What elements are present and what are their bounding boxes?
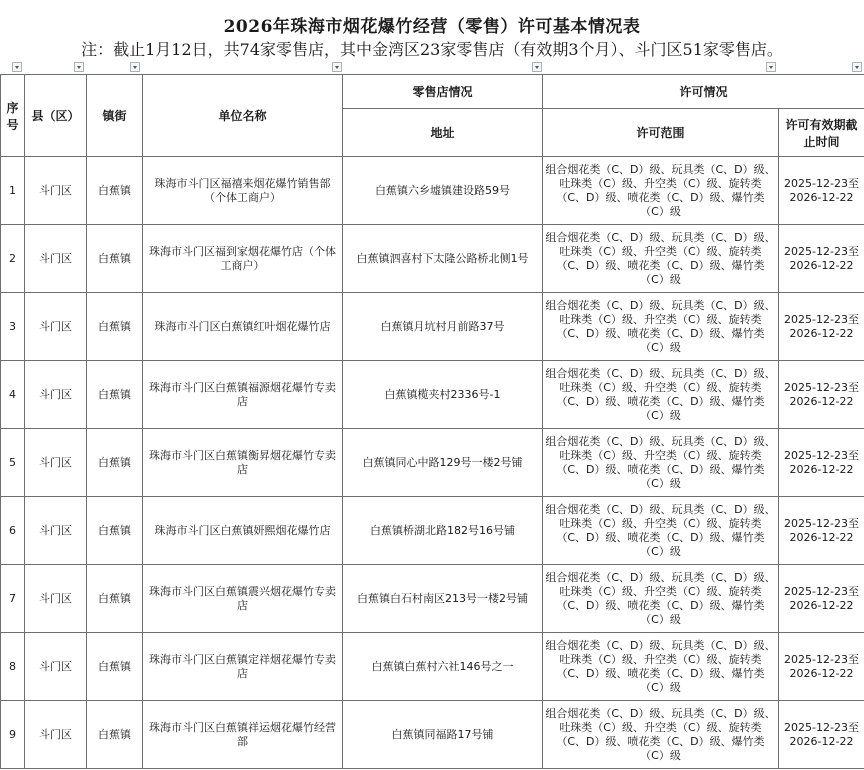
cell-seq[interactable]: 5 [1, 429, 25, 497]
cell-address[interactable]: 白蕉镇泗喜村下太隆公路桥北侧1号 [343, 225, 543, 293]
cell-scope[interactable]: 组合烟花类（C、D）级、玩具类（C、D）级、吐珠类（C）级、升空类（C）级、旋转类（C、D）级、喷花类（C、D）级、爆竹类（C）级 [543, 565, 779, 633]
cell-address[interactable]: 白蕉镇月坑村月前路37号 [343, 293, 543, 361]
cell-valid[interactable] [779, 225, 864, 293]
cell-county[interactable]: 斗门区 [25, 497, 87, 565]
cell-county[interactable]: 斗门区 [25, 565, 87, 633]
filter-dropdown-icon[interactable] [332, 62, 342, 72]
cell-county[interactable]: 斗门区 [25, 633, 87, 701]
filter-dropdown-icon[interactable] [532, 62, 542, 72]
table-row[interactable] [1, 429, 864, 497]
table-row[interactable] [1, 225, 864, 293]
cell-address[interactable]: 白蕉镇六乡墟镇建设路59号 [343, 157, 543, 225]
valid-to: 2026-12-22 [789, 462, 854, 476]
license-table [0, 74, 864, 769]
valid-from: 2025-12-23至 [784, 244, 859, 258]
filter-dropdown-icon[interactable] [766, 62, 776, 72]
cell-county[interactable]: 斗门区 [25, 225, 87, 293]
valid-from: 2025-12-23至 [784, 720, 859, 734]
valid-from: 2025-12-23至 [784, 312, 859, 326]
header-address[interactable]: 地址 [343, 109, 543, 157]
cell-valid[interactable] [779, 497, 864, 565]
cell-valid[interactable] [779, 293, 864, 361]
cell-name[interactable]: 珠海市斗门区白蕉镇妍熙烟花爆竹店 [143, 497, 343, 565]
header-store-group: 零售店情况 [343, 75, 543, 109]
cell-town[interactable]: 白蕉镇 [87, 157, 143, 225]
table-row[interactable] [1, 497, 864, 565]
cell-seq[interactable]: 3 [1, 293, 25, 361]
cell-seq[interactable]: 7 [1, 565, 25, 633]
cell-town[interactable]: 白蕉镇 [87, 293, 143, 361]
cell-seq[interactable]: 4 [1, 361, 25, 429]
cell-name[interactable]: 珠海市斗门区白蕉镇定祥烟花爆竹专卖店 [143, 633, 343, 701]
cell-county[interactable]: 斗门区 [25, 429, 87, 497]
cell-county[interactable]: 斗门区 [25, 293, 87, 361]
cell-town[interactable]: 白蕉镇 [87, 429, 143, 497]
cell-scope[interactable]: 组合烟花类（C、D）级、玩具类（C、D）级、吐珠类（C）级、升空类（C）级、旋转类（C、D）级、喷花类（C、D）级、爆竹类（C）级 [543, 701, 779, 769]
cell-address[interactable]: 白蕉镇榄夹村2336号-1 [343, 361, 543, 429]
cell-town[interactable]: 白蕉镇 [87, 633, 143, 701]
valid-from: 2025-12-23至 [784, 380, 859, 394]
filter-dropdown-icon[interactable] [74, 62, 84, 72]
cell-valid[interactable] [779, 157, 864, 225]
valid-to: 2026-12-22 [789, 190, 854, 204]
header-name[interactable]: 单位名称 [143, 75, 343, 157]
cell-town[interactable]: 白蕉镇 [87, 361, 143, 429]
cell-address[interactable]: 白蕉镇白石村南区213号一楼2号铺 [343, 565, 543, 633]
cell-address[interactable]: 白蕉镇同心中路129号一楼2号铺 [343, 429, 543, 497]
autofilter-row [0, 62, 864, 74]
cell-town[interactable]: 白蕉镇 [87, 225, 143, 293]
valid-from: 2025-12-23至 [784, 448, 859, 462]
cell-seq[interactable]: 6 [1, 497, 25, 565]
cell-scope[interactable]: 组合烟花类（C、D）级、玩具类（C、D）级、吐珠类（C）级、升空类（C）级、旋转类（C、D）级、喷花类（C、D）级、爆竹类（C）级 [543, 225, 779, 293]
valid-from: 2025-12-23至 [784, 652, 859, 666]
table-row[interactable] [1, 633, 864, 701]
header-scope[interactable]: 许可范围 [543, 109, 779, 157]
valid-to: 2026-12-22 [789, 530, 854, 544]
filter-dropdown-icon[interactable] [852, 62, 862, 72]
valid-to: 2026-12-22 [789, 394, 854, 408]
cell-valid[interactable] [779, 429, 864, 497]
cell-name[interactable]: 珠海市斗门区福禧来烟花爆竹销售部（个体工商户） [143, 157, 343, 225]
valid-to: 2026-12-22 [789, 666, 854, 680]
table-row[interactable] [1, 361, 864, 429]
filter-dropdown-icon[interactable] [12, 62, 22, 72]
cell-address[interactable]: 白蕉镇桥湖北路182号16号铺 [343, 497, 543, 565]
cell-address[interactable]: 白蕉镇白蕉村六社146号之一 [343, 633, 543, 701]
cell-county[interactable]: 斗门区 [25, 701, 87, 769]
table-note: 注：截止1月12日，共74家零售店，其中金湾区23家零售店（有效期3个月）、斗门区51家零售店。 [81, 40, 783, 59]
cell-name[interactable]: 珠海市斗门区白蕉镇衡昇烟花爆竹专卖店 [143, 429, 343, 497]
cell-name[interactable]: 珠海市斗门区白蕉镇祥运烟花爆竹经营部 [143, 701, 343, 769]
cell-name[interactable]: 珠海市斗门区白蕉镇震兴烟花爆竹专卖店 [143, 565, 343, 633]
cell-town[interactable]: 白蕉镇 [87, 701, 143, 769]
header-town[interactable]: 镇街 [87, 75, 143, 157]
valid-to: 2026-12-22 [789, 326, 854, 340]
table-row[interactable] [1, 293, 864, 361]
valid-to: 2026-12-22 [789, 258, 854, 272]
cell-scope[interactable]: 组合烟花类（C、D）级、玩具类（C、D）级、吐珠类（C）级、升空类（C）级、旋转类（C、D）级、喷花类（C、D）级、爆竹类（C）级 [543, 361, 779, 429]
valid-from: 2025-12-23至 [784, 516, 859, 530]
cell-town[interactable]: 白蕉镇 [87, 497, 143, 565]
cell-seq[interactable]: 2 [1, 225, 25, 293]
cell-seq[interactable]: 8 [1, 633, 25, 701]
cell-scope[interactable]: 组合烟花类（C、D）级、玩具类（C、D）级、吐珠类（C）级、升空类（C）级、旋转类（C、D）级、喷花类（C、D）级、爆竹类（C）级 [543, 293, 779, 361]
cell-seq[interactable]: 1 [1, 157, 25, 225]
table-row[interactable] [1, 701, 864, 769]
cell-county[interactable]: 斗门区 [25, 361, 87, 429]
filter-dropdown-icon[interactable] [130, 62, 140, 72]
header-county[interactable]: 县（区） [25, 75, 87, 157]
cell-scope[interactable]: 组合烟花类（C、D）级、玩具类（C、D）级、吐珠类（C）级、升空类（C）级、旋转类（C、D）级、喷花类（C、D）级、爆竹类（C）级 [543, 497, 779, 565]
valid-from: 2025-12-23至 [784, 176, 859, 190]
table-row[interactable] [1, 157, 864, 225]
cell-name[interactable]: 珠海市斗门区白蕉镇红叶烟花爆竹店 [143, 293, 343, 361]
cell-valid[interactable] [779, 633, 864, 701]
header-license-group: 许可情况 [543, 75, 864, 109]
cell-valid[interactable] [779, 701, 864, 769]
cell-name[interactable]: 珠海市斗门区福到家烟花爆竹店（个体工商户） [143, 225, 343, 293]
header-seq[interactable]: 序号 [1, 75, 25, 157]
valid-to: 2026-12-22 [789, 734, 854, 748]
cell-town[interactable]: 白蕉镇 [87, 565, 143, 633]
cell-valid[interactable] [779, 361, 864, 429]
cell-name[interactable]: 珠海市斗门区白蕉镇福源烟花爆竹专卖店 [143, 361, 343, 429]
cell-scope[interactable]: 组合烟花类（C、D）级、玩具类（C、D）级、吐珠类（C）级、升空类（C）级、旋转类（C、D）级、喷花类（C、D）级、爆竹类（C）级 [543, 633, 779, 701]
cell-seq[interactable]: 9 [1, 701, 25, 769]
cell-scope[interactable]: 组合烟花类（C、D）级、玩具类（C、D）级、吐珠类（C）级、升空类（C）级、旋转类（C、D）级、喷花类（C、D）级、爆竹类（C）级 [543, 157, 779, 225]
cell-address[interactable]: 白蕉镇同福路17号铺 [343, 701, 543, 769]
cell-valid[interactable] [779, 565, 864, 633]
table-row[interactable] [1, 565, 864, 633]
valid-from: 2025-12-23至 [784, 584, 859, 598]
table-title: 2026年珠海市烟花爆竹经营（零售）许可基本情况表 [223, 17, 641, 37]
header-valid[interactable]: 许可有效期截止时间 [779, 109, 864, 157]
cell-scope[interactable]: 组合烟花类（C、D）级、玩具类（C、D）级、吐珠类（C）级、升空类（C）级、旋转类（C、D）级、喷花类（C、D）级、爆竹类（C）级 [543, 429, 779, 497]
valid-to: 2026-12-22 [789, 598, 854, 612]
cell-county[interactable]: 斗门区 [25, 157, 87, 225]
